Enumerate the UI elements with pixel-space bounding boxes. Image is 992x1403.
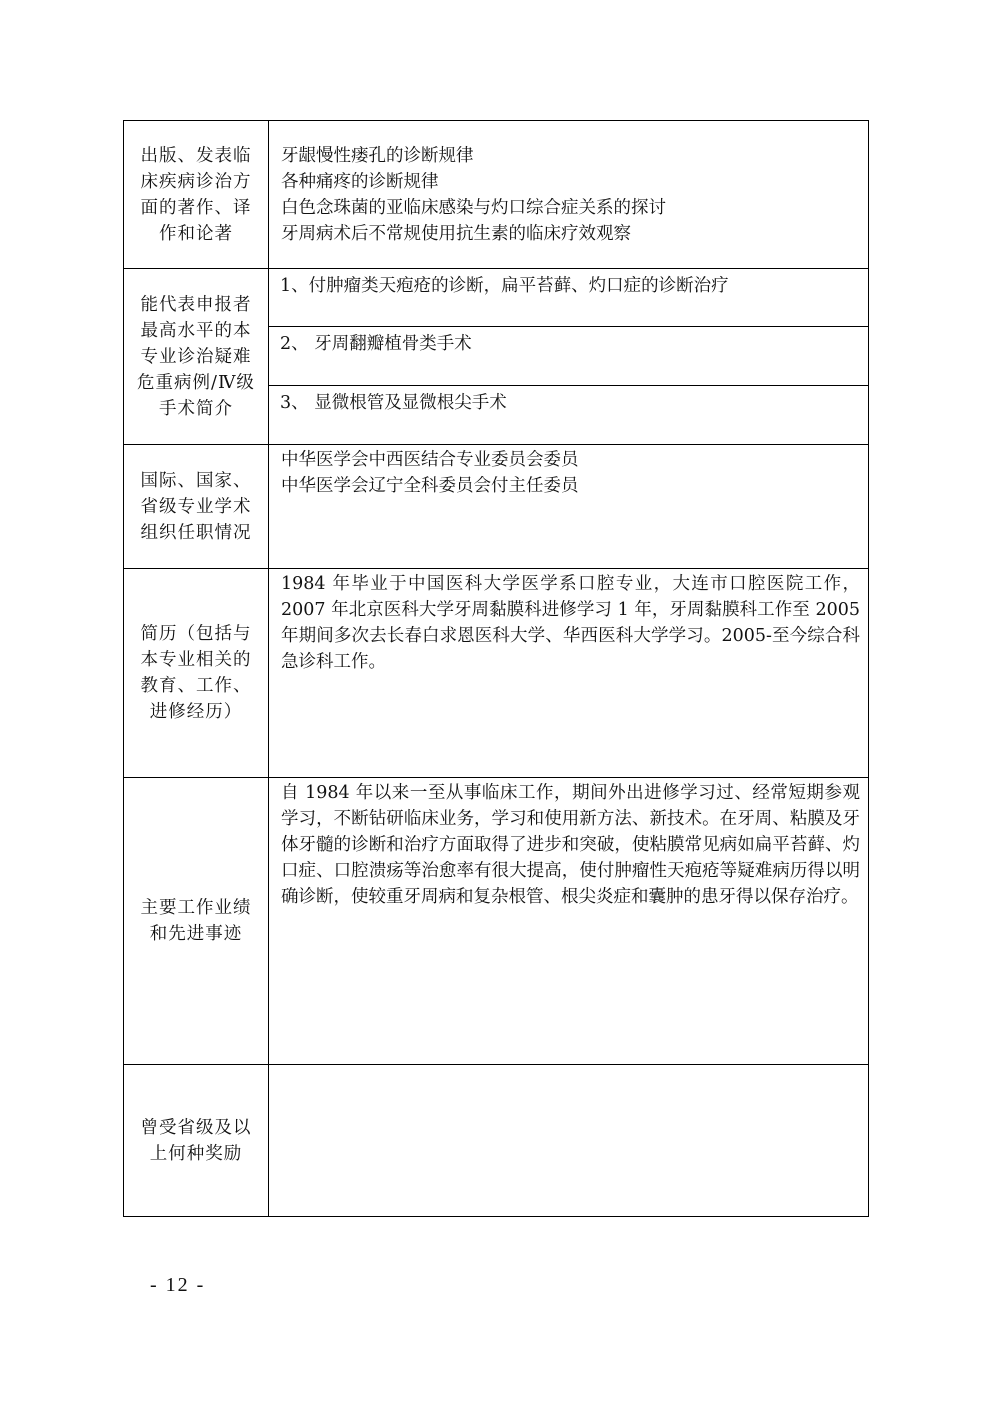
table-row <box>124 1065 869 1217</box>
table-row <box>124 445 869 569</box>
list-item: 白色念珠菌的亚临床感染与灼口综合症关系的探讨 <box>281 198 666 218</box>
organizations-content <box>269 445 869 569</box>
awards-text <box>269 1065 868 1067</box>
resume-text: 1984 年毕业于中国医科大学医学系口腔专业，大连市口腔医院工作，2007 年北京医科大学牙周黏膜科进修学习 1 年，牙周黏膜科工作至 2005 年期间多次去长春白求恩医科大学、华西医科大学学习。2005-至今综合科急诊科工作。 <box>281 574 860 672</box>
publications-content <box>269 121 869 269</box>
table-row <box>124 778 869 1065</box>
row-label-publications: 出版、发表临床疾病诊治方面的著作、译作和论著 <box>124 121 269 269</box>
row-label-achievements: 主要工作业绩和先进事迹 <box>124 778 269 1065</box>
row-label-resume: 简历（包括与本专业相关的教育、工作、进修经历） <box>124 569 269 778</box>
list-item: 各种痛疼的诊断规律 <box>281 172 439 192</box>
list-item: 中华医学会辽宁全科委员会付主任委员 <box>281 476 579 496</box>
achievements-content <box>269 778 869 1065</box>
case-item: 1、付肿瘤类天疱疮的诊断，扁平苔藓、灼口症的诊断治疗 <box>269 269 868 327</box>
case-item: 3、 显微根管及显微根尖手术 <box>280 393 507 413</box>
page-number: - 12 - <box>150 1274 206 1296</box>
awards-content <box>269 1065 869 1217</box>
table-row <box>124 569 869 778</box>
row-label-awards: 曾受省级及以上何种奖励 <box>124 1065 269 1217</box>
list-item: 中华医学会中西医结合专业委员会委员 <box>281 450 579 470</box>
table-row <box>124 269 869 445</box>
list-item: 牙龈慢性瘘孔的诊断规律 <box>281 146 474 166</box>
form-table <box>123 120 869 1217</box>
row-label-organizations: 国际、国家、省级专业学术组织任职情况 <box>124 445 269 569</box>
resume-content <box>269 569 869 778</box>
cases-content <box>269 269 869 445</box>
list-item: 牙周病术后不常规使用抗生素的临床疗效观察 <box>281 224 631 244</box>
table-row <box>124 121 869 269</box>
achievements-text: 自 1984 年以来一至从事临床工作，期间外出进修学习过、经常短期参观学习，不断钻研临床业务，学习和使用新方法、新技术。在牙周、粘膜及牙体牙髓的诊断和治疗方面取得了进步和突破，使粘膜常见病如扁平苔藓、灼口症、口腔溃疡等治愈率有很大提高，使付肿瘤性天疱疮等疑难病历得以明确诊断，使较重牙周病和复杂根管、根尖炎症和囊肿的患牙得以保存治疗。 <box>281 783 860 907</box>
case-item: 2、 牙周翻瓣植骨类手术 <box>269 327 868 386</box>
row-label-cases: 能代表申报者最高水平的本专业诊治疑难危重病例/Ⅳ级手术简介 <box>124 269 269 445</box>
